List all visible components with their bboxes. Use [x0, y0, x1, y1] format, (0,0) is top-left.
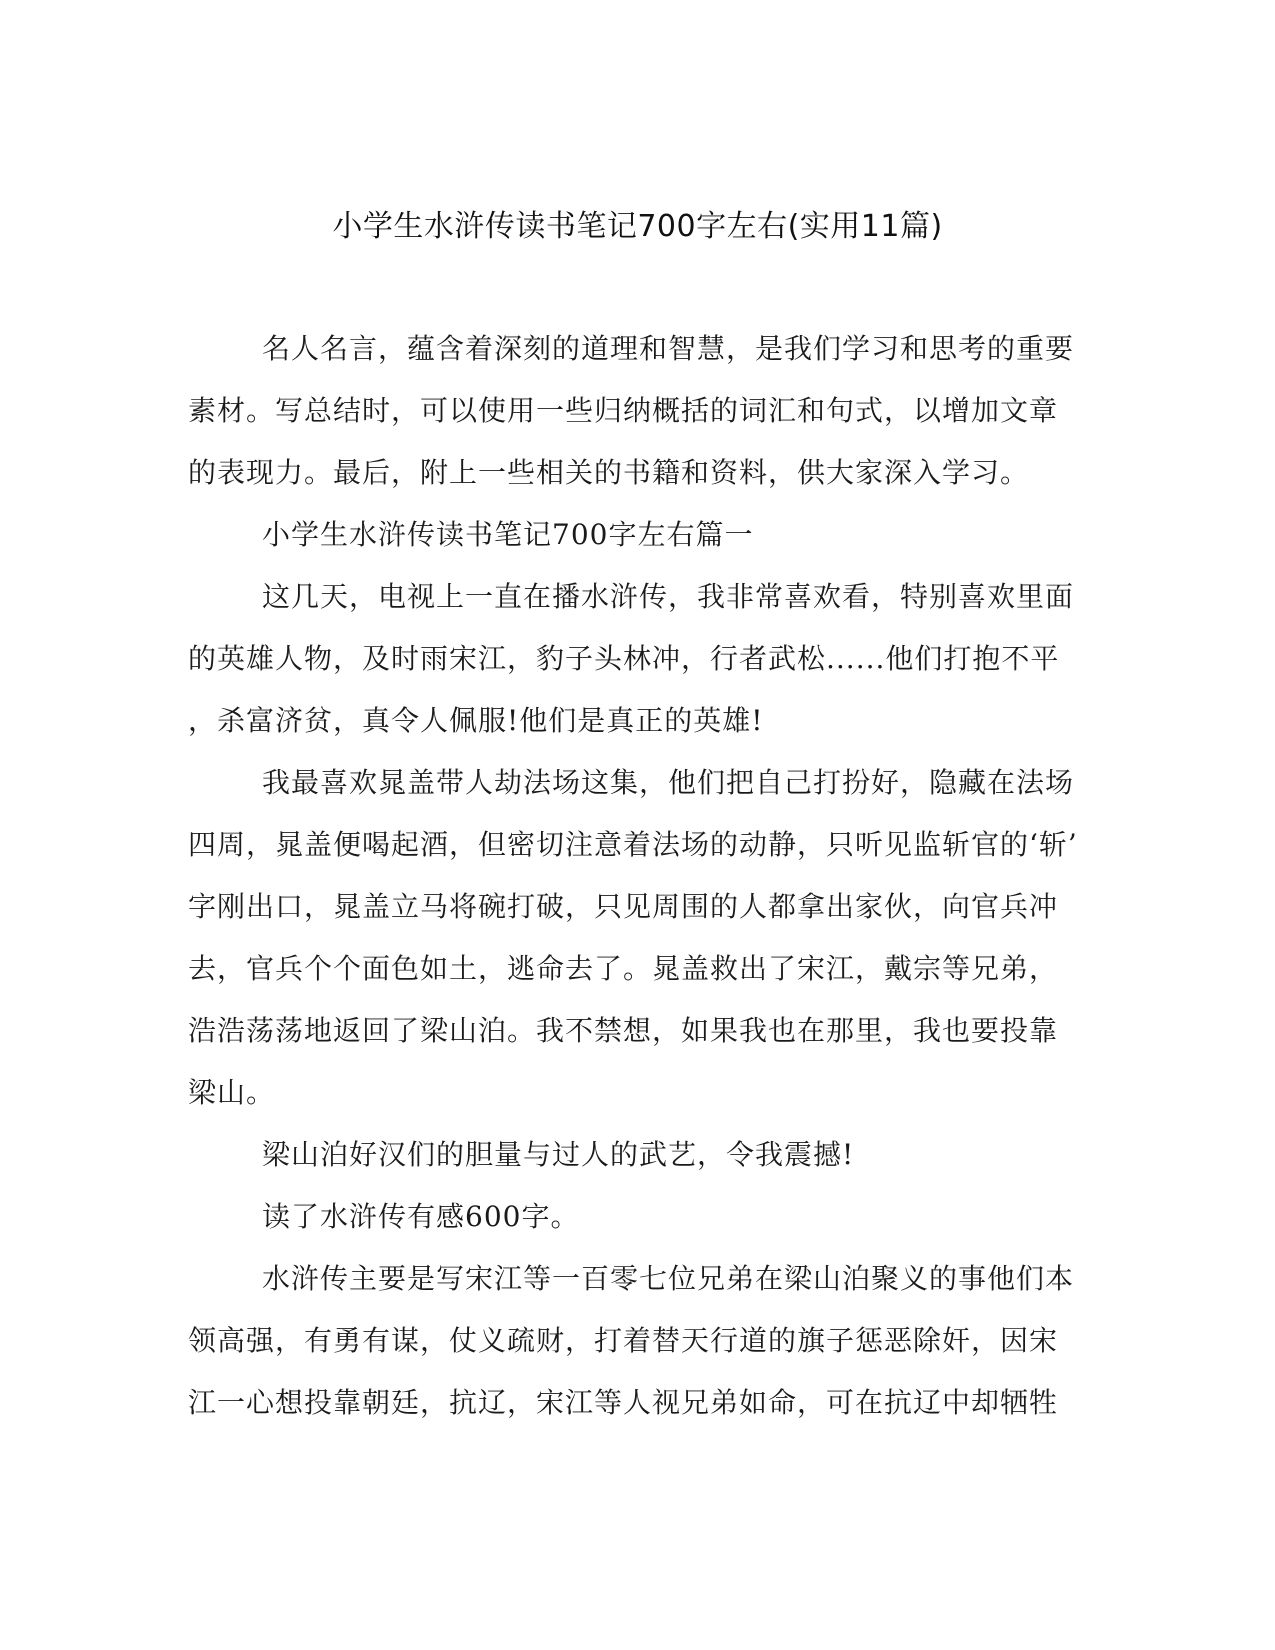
paragraph-line: 梁山泊好汉们的胆量与过人的武艺，令我震撼!	[262, 1138, 855, 1171]
paragraph-line: ，杀富济贫，真令人佩服!他们是真正的英雄!	[188, 704, 764, 737]
paragraph-line: 读了水浒传有感600字。	[262, 1200, 580, 1233]
paragraph-line: 这几天，电视上一直在播水浒传，我非常喜欢看，特别喜欢里面	[262, 580, 1075, 613]
paragraph-line: 的英雄人物，及时雨宋江，豹子头林冲，行者武松......他们打抱不平	[188, 642, 1060, 675]
paragraph-line: 水浒传主要是写宋江等一百零七位兄弟在梁山泊聚义的事他们本	[262, 1262, 1075, 1295]
paragraph-line: 梁山。	[188, 1076, 276, 1109]
document-body	[188, 318, 1078, 1434]
paragraph-line: 去，官兵个个面色如土，逃命去了。晁盖救出了宋江，戴宗等兄弟，	[188, 952, 1059, 985]
paragraph-line: 浩浩荡荡地返回了梁山泊。我不禁想，如果我也在那里，我也要投靠	[188, 1014, 1059, 1047]
paragraph-line: 素材。写总结时，可以使用一些归纳概括的词汇和句式，以增加文章	[188, 394, 1059, 427]
paragraph-line: 江一心想投靠朝廷，抗辽，宋江等人视兄弟如命，可在抗辽中却牺牲	[188, 1386, 1059, 1419]
paragraph-line: 字刚出口，晁盖立马将碗打破，只见周围的人都拿出家伙，向官兵冲	[188, 890, 1059, 923]
paragraph-line: 名人名言，蕴含着深刻的道理和智慧，是我们学习和思考的重要	[262, 332, 1075, 365]
document-title: 小学生水浒传读书笔记700字左右(实用11篇)	[332, 209, 943, 244]
paragraph-line: 领高强，有勇有谋，仗义疏财，打着替天行道的旗子惩恶除奸，因宋	[188, 1324, 1059, 1357]
section-heading: 小学生水浒传读书笔记700字左右篇一	[262, 518, 754, 551]
paragraph-line: 我最喜欢晁盖带人劫法场这集，他们把自己打扮好，隐藏在法场	[262, 766, 1075, 799]
paragraph-line: 四周，晁盖便喝起酒，但密切注意着法场的动静，只听见监斩官的‘斩’	[188, 828, 1078, 861]
paragraph-line: 的表现力。最后，附上一些相关的书籍和资料，供大家深入学习。	[188, 456, 1030, 489]
